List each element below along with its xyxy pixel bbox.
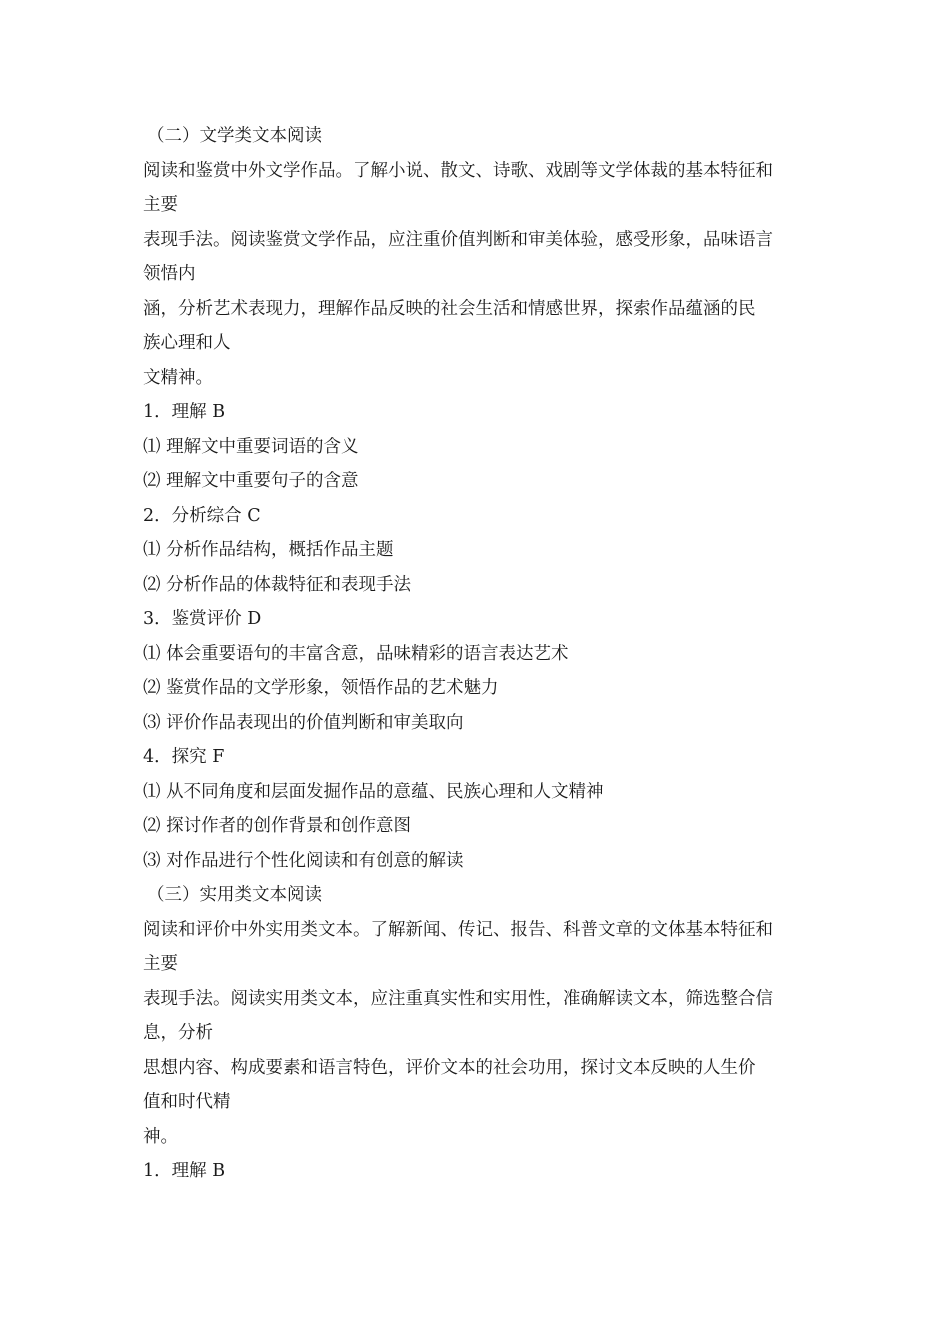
paragraph-line: 领悟内 — [143, 264, 196, 284]
paragraph-line: 表现手法。阅读实用类文本，应注重真实性和实用性，准确解读文本，筛选整合信 — [143, 988, 773, 1009]
list-item: ⑶ 对作品进行个性化阅读和有创意的解读 — [143, 850, 464, 871]
paragraph-line: 表现手法。阅读鉴赏文学作品，应注重价值判断和审美体验，感受形象，品味语言 — [143, 229, 773, 250]
document-body — [143, 119, 813, 1189]
section-heading-literary-reading: （二）文学类文本阅读 — [147, 126, 322, 146]
list-heading-understand: 1．理解 B — [143, 402, 226, 422]
list-item: ⑴ 体会重要语句的丰富含意，品味精彩的语言表达艺术 — [143, 643, 569, 664]
paragraph-line: 主要 — [143, 954, 178, 974]
list-heading-appreciate: 3．鉴赏评价 D — [143, 609, 262, 629]
paragraph-line: 阅读和评价中外实用类文本。了解新闻、传记、报告、科普文章的文体基本特征和 — [143, 919, 773, 940]
list-item: ⑶ 评价作品表现出的价值判断和审美取向 — [143, 712, 464, 733]
list-item: ⑵ 分析作品的体裁特征和表现手法 — [143, 574, 412, 595]
paragraph-line: 神。 — [143, 1126, 178, 1147]
list-item: ⑴ 从不同角度和层面发掘作品的意蕴、民族心理和人文精神 — [143, 781, 604, 802]
paragraph-line: 涵，分析艺术表现力，理解作品反映的社会生活和情感世界，探索作品蕴涵的民 — [143, 298, 756, 319]
paragraph-line: 阅读和鉴赏中外文学作品。了解小说、散文、诗歌、戏剧等文学体裁的基本特征和 — [143, 160, 773, 181]
list-heading-explore: 4．探究 F — [143, 747, 225, 767]
paragraph-line: 主要 — [143, 195, 178, 215]
list-item: ⑵ 探讨作者的创作背景和创作意图 — [143, 816, 412, 836]
paragraph-line: 文精神。 — [143, 367, 213, 388]
list-heading-analyze: 2．分析综合 C — [143, 505, 261, 526]
paragraph-line: 息，分析 — [143, 1023, 213, 1043]
list-item: ⑵ 理解文中重要句子的含意 — [143, 471, 359, 491]
list-item: ⑵ 鉴赏作品的文学形象，领悟作品的艺术魅力 — [143, 678, 499, 698]
list-heading-understand: 1．理解 B — [143, 1161, 226, 1181]
list-item: ⑴ 理解文中重要词语的含义 — [143, 436, 359, 457]
paragraph-line: 值和时代精 — [143, 1092, 231, 1112]
paragraph-line: 族心理和人 — [143, 333, 231, 353]
section-heading-practical-reading: （三）实用类文本阅读 — [147, 885, 322, 905]
list-item: ⑴ 分析作品结构，概括作品主题 — [143, 540, 394, 560]
paragraph-line: 思想内容、构成要素和语言特色，评价文本的社会功用，探讨文本反映的人生价 — [143, 1057, 756, 1078]
